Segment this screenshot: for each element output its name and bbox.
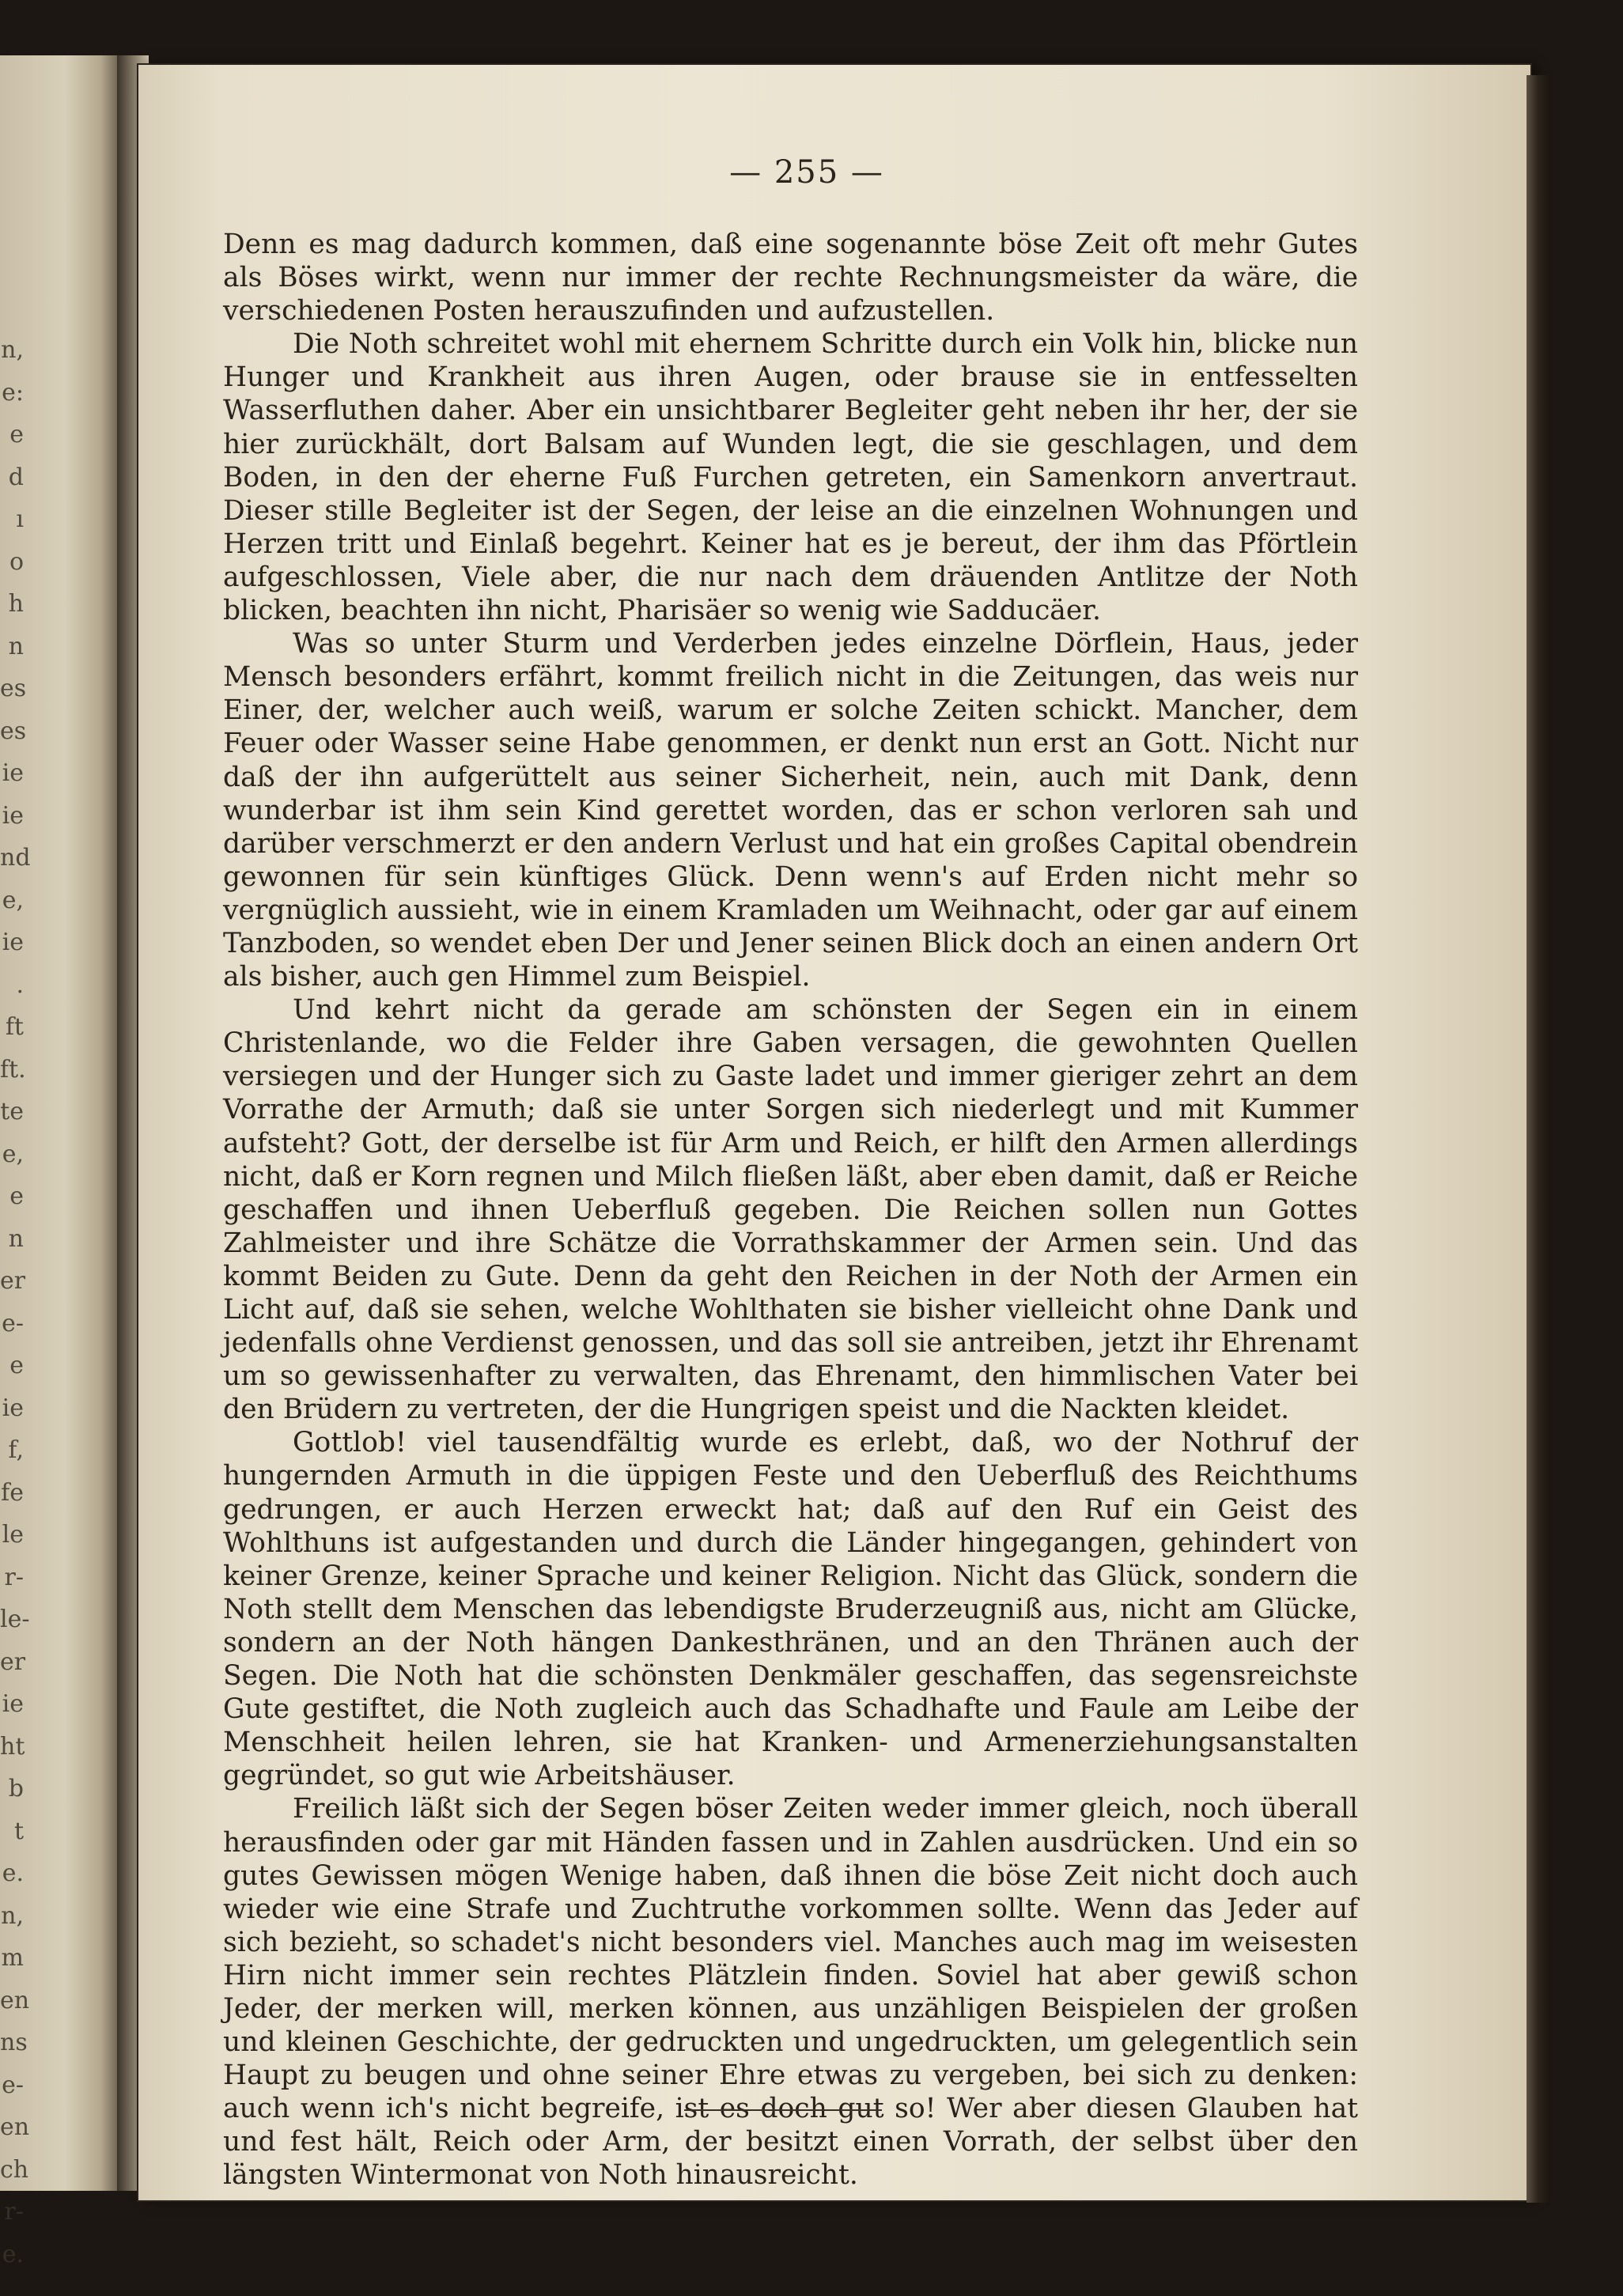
left-page-fragment: h — [8, 590, 24, 618]
left-page-margin-text — [0, 55, 119, 2268]
left-page-fragment: n — [8, 632, 24, 660]
left-page-fragment: e- — [2, 1309, 24, 1337]
left-page-fragment: r- — [4, 1563, 24, 1591]
left-page-fragment: ie — [2, 759, 24, 787]
left-page-fragment: d — [8, 463, 24, 491]
left-page-fragment: en — [0, 1986, 30, 2014]
left-page-fragment: ch — [0, 2155, 29, 2184]
left-page-fragment: nd — [0, 844, 31, 872]
left-page-fragment: e — [9, 421, 24, 448]
left-page-fragment: e. — [2, 2240, 24, 2268]
left-page-fragment: ft. — [0, 1055, 26, 1084]
left-page-fragment: e- — [2, 2071, 24, 2099]
left-page-fragment: le- — [0, 1606, 30, 1633]
left-page-fragment: n, — [1, 1901, 24, 1930]
paragraph: Und kehrt nicht da gerade am schönsten der Segen ein in einem Christenlande, wo die Felder ihre Gaben versagen, die gewohnten Quellen versiegen und der Hunger sich zu Gaste ladet und immer gieriger zehrt an dem Vorrathe der Armuth; daß sie unter Sorgen sich niederlegt und mit Kummer aufsteht? Gott, der derselbe ist für Arm und Reich, er hilft den Armen allerdings nicht, daß er Korn regnen und Milch fließen läßt, aber eben damit, daß er Reiche geschaffen und ihnen Ueberfluß gegeben. Die Reichen sollen nun Gottes Zahlmeister und ihre Schätze die Vorrathskammer der Armen sein. Und das kommt Beiden zu Gute. Denn da geht den Reichen in der Noth der Armen ein Licht auf, daß sie sehen, welche Wohlthaten sie bisher vielleicht ohne Dank und jedenfalls ohne Verdienst genossen, und das soll sie antreiben, jetzt ihr Ehrenamt um so gewissenhafter zu verwalten, das Ehrenamt, den himmlischen Vater bei den Brüdern zu vertreten, der die Hungrigen speist und die Nackten kleidet. — [223, 994, 1358, 1426]
left-page-fragment: e — [9, 1182, 24, 1210]
left-page-fragment: ns — [0, 2029, 28, 2056]
end-rule — [684, 2109, 882, 2111]
left-page-fragment: fe — [1, 1478, 24, 1507]
left-page-fragment: t — [13, 1817, 24, 1845]
left-page-fragment: er — [0, 1267, 26, 1295]
left-page-fragment: e: — [2, 378, 24, 407]
left-page-fragment: o — [9, 547, 24, 576]
left-page-fragment: ft — [5, 1013, 24, 1041]
left-page-fragment: ı — [16, 505, 24, 533]
left-page-fragment: le — [2, 1521, 24, 1549]
left-page-fragment: ie — [2, 1394, 24, 1422]
left-page-fragment: es — [0, 717, 27, 745]
left-page-fragment: r- — [4, 2198, 24, 2226]
page-edge — [1527, 75, 1550, 2203]
left-page-fragment: ht — [0, 1732, 25, 1761]
left-page-fragment: e — [9, 1352, 24, 1379]
left-page-fragment: ie — [2, 801, 24, 830]
left-page-fragment: m — [1, 1944, 24, 1972]
left-page-fragment: . — [16, 970, 24, 999]
left-page-fragment: b — [8, 1775, 24, 1802]
left-page-fragment: e, — [2, 886, 24, 914]
left-page-fragment: n, — [1, 336, 24, 364]
paragraph: Freilich läßt sich der Segen böser Zeiten weder immer gleich, noch überall herausfinden oder gar mit Händen fassen und in Zahlen ausdrücken. Und ein so gutes Gewissen mögen Wenige haben, daß ihnen die böse Zeit nicht doch auch wieder wie eine Strafe und Zuchtruthe vorkommen sollte. Wenn das Jeder auf sich bezieht, so schadet's nicht besonders viel. Manches auch mag im weisesten Hirn nicht immer sein rechtes Plätzlein finden. Soviel hat aber gewiß schon Jeder, der merken will, merken können, aus unzähligen Beispielen der großen und kleinen Geschichte, der gedruckten und ungedruckten, um gelegentlich sein Haupt zu beugen und ohne seiner Ehre etwas zu vergeben, bei sich zu denken: auch wenn ich's nicht begreife, ist es doch gut so! Wer aber diesen Glauben hat und fest hält, Reich oder Arm, der besitzt einen Vorrath, der selbst über den längsten Wintermonat von Noth hinausreicht. — [223, 1793, 1358, 2192]
left-page-fragment: e. — [2, 1859, 24, 1887]
left-page-fragment: e, — [2, 1140, 24, 1168]
paragraph: Denn es mag dadurch kommen, daß eine sogenannte böse Zeit oft mehr Gutes als Böses wirkt, wenn nur immer der rechte Rechnungsmeister da wäre, die verschiedenen Posten herauszufinden und aufzustellen. — [223, 229, 1358, 327]
paragraph: Was so unter Sturm und Verderben jedes einzelne Dörflein, Haus, jeder Mensch besonders erfährt, kommt freilich nicht in die Zeitungen, das weis nur Einer, der, welcher auch weiß, warum er solche Zeiten schickt. Mancher, dem Feuer oder Wasser seine Habe genommen, er denkt nun erst an Gott. Nicht nur daß der ihn aufgerüttelt aus seiner Sicherheit, nein, auch mit Dank, denn wunderbar ist ihm sein Kind gerettet worden, das er schon verloren sah und darüber verschmerzt er den andern Verlust und hat ein großes Capital obendrein gewonnen für sein künftiges Glück. Denn wenn's auf Erden nicht mehr so vergnüglich aussieht, wie in einem Kramladen um Weihnacht, oder gar auf einem Tanzboden, so wendet eben Der und Jener seinen Blick doch an einen andern Ort als bisher, auch gen Himmel zum Beispiel. — [223, 628, 1358, 993]
page-text — [223, 228, 1358, 2192]
left-page-fragment: en — [0, 2113, 30, 2141]
left-page — [0, 55, 119, 2268]
left-page-fragment: ie — [2, 929, 24, 956]
left-page-fragment: es — [0, 675, 27, 702]
left-page-fragment: f, — [8, 1436, 24, 1464]
paragraph: Gottlob! viel tausendfältig wurde es erlebt, daß, wo der Nothruf der hungernden Armuth in die üppigen Feste und den Ueberfluß des Reichthums gedrungen, er auch Herzen erweckt hat; daß auf den Ruf ein Geist des Wohlthuns ist aufgestanden und durch die Länder hingegangen, gehindert von keiner Grenze, keiner Sprache und keiner Religion. Nicht das Glück, sondern die Noth stellt dem Menschen das lebendigste Bruderzeugniß aus, nicht am Glücke, sondern an der Noth hängen Dankesthränen, und an den Thränen auch der Segen. Die Noth hat die schönsten Denkmäler geschaffen, das segensreichste Gute gestiftet, die Noth zugleich auch das Schadhafte und Faule am Leibe der Menschheit heilen lehren, sie hat Kranken- und Armenerziehungsanstalten gegründet, so gut wie Arbeitshäuser. — [223, 1427, 1358, 1792]
left-page-fragment: er — [0, 1647, 26, 1676]
left-page-fragment: n — [8, 1224, 24, 1253]
left-page-fragment: ie — [2, 1690, 24, 1718]
paragraph: Die Noth schreitet wohl mit ehernem Schritte durch ein Volk hin, blicke nun Hunger und Krankheit aus ihren Augen, oder brause sie in entfesselten Wasserfluthen daher. Aber ein unsichtbarer Begleiter geht neben ihr her, der sie hier zurückhält, dort Balsam auf Wunden legt, die sie geschlagen, und dem Boden, in den der eherne Fuß Furchen getreten, ein Samenkorn anvertraut. Dieser stille Begleiter ist der Segen, der leise an die einzelnen Wohnungen und Herzen tritt und Einlaß begehrt. Keiner hat es je bereut, der ihm das Pförtlein aufgeschlossen, Viele aber, die nur nach dem dräuenden Antlitze der Noth blicken, beachten ihn nicht, Pharisäer so wenig wie Sadducäer. — [223, 328, 1358, 627]
page-number: — 255 — — [729, 154, 884, 191]
left-page-fragment: te — [0, 1098, 24, 1125]
